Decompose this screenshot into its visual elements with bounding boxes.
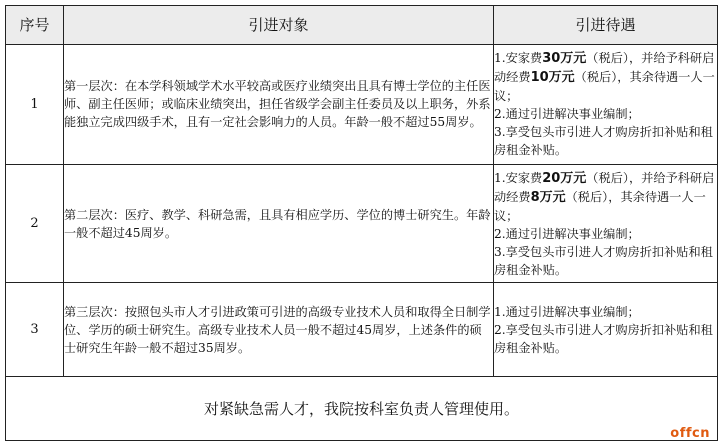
target-cell: 第一层次：在本学科领域学术水平较高或医疗业绩突出且具有博士学位的主任医师、副主任医师；或临床业绩突出，担任省级学会副主任委员及以上职务，外系能独立完成四级手术，且有一定社会影响力的人员。年龄一般不超过55周岁。 bbox=[64, 44, 494, 165]
benefit-text: （税后），其余待遇一人一议； bbox=[494, 189, 706, 223]
benefit-amount: 30万元 bbox=[542, 51, 587, 67]
header-target: 引进对象 bbox=[64, 6, 494, 45]
header-num: 序号 bbox=[6, 6, 64, 45]
footer-note: 对紧缺急需人才，我院按科室负责人管理使用。 bbox=[6, 377, 718, 441]
benefit-text: （税后），其余待遇一人一议； bbox=[494, 70, 715, 104]
benefit-item-1 bbox=[494, 49, 717, 105]
benefit-text: （税后），并给予科研启动经费 bbox=[494, 170, 715, 204]
benefit-cell bbox=[494, 165, 718, 283]
table-row bbox=[6, 165, 718, 283]
benefit-cell bbox=[494, 44, 718, 165]
benefit-text: （税后），并给予科研启动经费 bbox=[494, 51, 715, 85]
row-number: 2 bbox=[6, 165, 64, 283]
footer-row bbox=[6, 377, 718, 441]
benefit-amount: 8万元 bbox=[530, 189, 566, 205]
benefit-item-3: 3.享受包头市引进人才购房折扣补贴和租房租金补贴。 bbox=[494, 244, 713, 277]
row-number: 3 bbox=[6, 282, 64, 377]
target-cell: 第二层次：医疗、教学、科研急需，且具有相应学历、学位的博士研究生。年龄一般不超过45周岁。 bbox=[64, 165, 494, 283]
benefit-item-1 bbox=[494, 169, 717, 225]
benefit-item-2: 2.享受包头市引进人才购房折扣补贴和租房租金补贴。 bbox=[494, 322, 713, 355]
benefit-text: 1.安家费 bbox=[494, 51, 543, 66]
benefit-item-2: 2.通过引进解决事业编制； bbox=[494, 226, 640, 241]
watermark-logo: offcn bbox=[670, 426, 710, 441]
table-row bbox=[6, 44, 718, 165]
benefit-item-3: 3.享受包头市引进人才购房折扣补贴和租房租金补贴。 bbox=[494, 125, 713, 158]
talent-table bbox=[5, 5, 718, 441]
benefit-item-1: 1.通过引进解决事业编制； bbox=[494, 304, 640, 319]
header-row bbox=[6, 6, 718, 45]
benefit-cell bbox=[494, 282, 718, 377]
benefit-amount: 20万元 bbox=[542, 170, 587, 186]
row-number: 1 bbox=[6, 44, 64, 165]
benefit-text: 1.安家费 bbox=[494, 170, 543, 185]
header-benefit: 引进待遇 bbox=[494, 6, 718, 45]
benefit-amount: 10万元 bbox=[530, 70, 575, 86]
table-row bbox=[6, 282, 718, 377]
target-cell: 第三层次：按照包头市人才引进政策可引进的高级专业技术人员和取得全日制学位、学历的硕士研究生。高级专业技术人员一般不超过45周岁，上述条件的硕士研究生年龄一般不超过35周岁。 bbox=[64, 282, 494, 377]
benefit-item-2: 2.通过引进解决事业编制； bbox=[494, 107, 640, 122]
